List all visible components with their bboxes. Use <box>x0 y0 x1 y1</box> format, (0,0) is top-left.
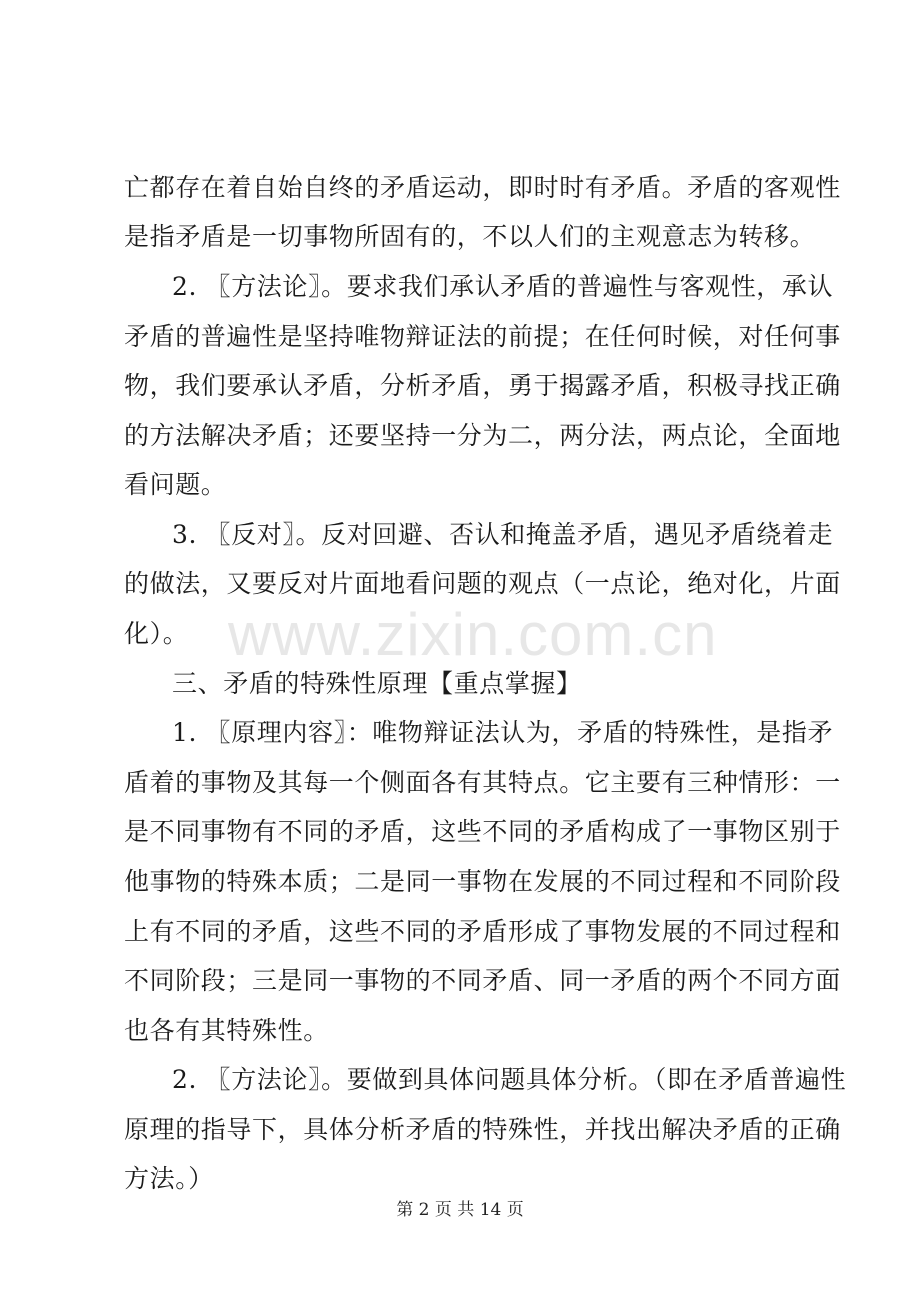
text-line: 2. 〖方法论〗。要做到具体问题具体分析。（即在矛盾普遍性 <box>172 1065 847 1094</box>
text-line: 是不同事物有不同的矛盾，这些不同的矛盾构成了一事物区别于 <box>124 817 841 846</box>
text-line: 原理的指导下，具体分析矛盾的特殊性，并找出解决矛盾的正确 <box>124 1115 841 1144</box>
text-line: 的方法解决矛盾；还要坚持一分为二，两分法，两点论，全面地 <box>124 421 841 450</box>
text-line: 1. 〖原理内容〗：唯物辩证法认为，矛盾的特殊性，是指矛 <box>172 718 834 747</box>
text-line: 上有不同的矛盾，这些不同的矛盾形成了事物发展的不同过程和 <box>124 917 841 946</box>
text-line: 不同阶段；三是同一事物的不同矛盾、同一矛盾的两个不同方面 <box>124 966 841 995</box>
text-line: 亡都存在着自始自终的矛盾运动，即时时有矛盾。矛盾的客观性 <box>124 173 841 202</box>
text-line: 3. 〖反对〗。反对回避、否认和掩盖矛盾，遇见矛盾绕着走 <box>172 520 834 549</box>
page-footer: 第 2 页 共 14 页 <box>396 1200 524 1220</box>
text-line: 化）。 <box>124 619 189 648</box>
watermark: www.zixin.com.cn <box>228 601 718 668</box>
text-line: 2. 〖方法论〗。要求我们承认矛盾的普遍性与客观性，承认 <box>172 272 834 301</box>
text-line: 盾着的事物及其每一个侧面各有其特点。它主要有三种情形：一 <box>124 768 841 797</box>
text-line: 也各有其特殊性。 <box>124 1016 329 1045</box>
text-line: 方法。） <box>124 1164 214 1193</box>
text-line: 物，我们要承认矛盾，分析矛盾，勇于揭露矛盾，积极寻找正确 <box>124 371 841 400</box>
text-line: 他事物的特殊本质；二是同一事物在发展的不同过程和不同阶段 <box>124 867 841 896</box>
text-line: 矛盾的普遍性是坚持唯物辩证法的前提；在任何时候，对任何事 <box>124 322 841 351</box>
section-heading: 三、矛盾的特殊性原理【重点掌握】 <box>172 669 582 698</box>
text-line: 是指矛盾是一切事物所固有的，不以人们的主观意志为转移。 <box>124 222 816 251</box>
text-line: 看问题。 <box>124 470 227 499</box>
text-line: 的做法，又要反对片面地看问题的观点（一点论，绝对化，片面 <box>124 569 841 598</box>
